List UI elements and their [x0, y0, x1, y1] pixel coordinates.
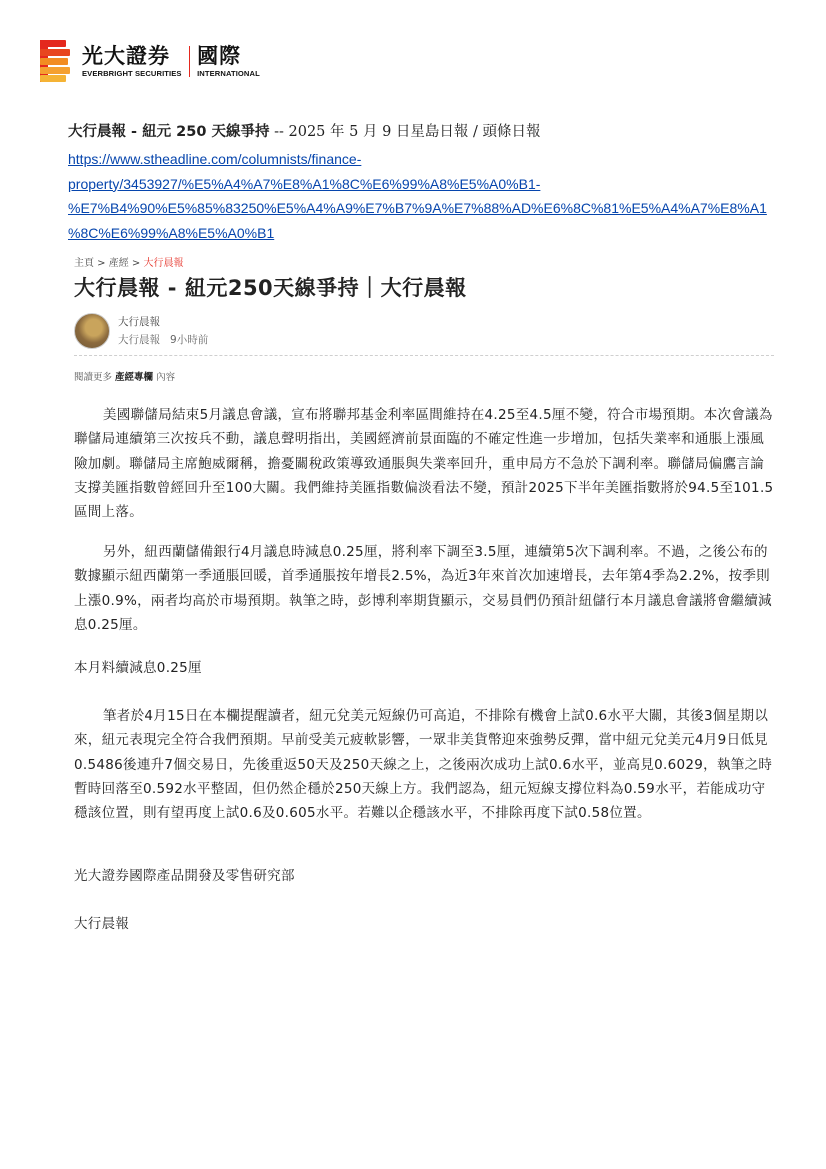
publish-time: 9小時前: [170, 334, 209, 346]
breadcrumb-separator: >: [128, 258, 144, 269]
article-paragraph: [74, 704, 774, 825]
article-paragraph: [74, 403, 774, 524]
source-link-line[interactable]: %E7%B4%90%E5%85%83250%E5%A4%A9%E7%B7%9A%E7%88%AD%E6%8C%81%E5%A4%A7%E8%A1: [68, 200, 767, 216]
column-name-text: 大行晨報: [74, 916, 130, 932]
paragraph-text: 筆者於4月15日在本欄提醒讀者，紐元兌美元短線仍可高追，不排除有機會上試0.6水平大關，其後3個星期以來，紐元表現完全符合我們預期。早前受美元疲軟影響，一眾非美貨幣迎來強勢反彈，當中紐元兌美元4月9日低見0.5486後連升7個交易日，先後重返50天及250天線之上，之後兩次成功上試0.6水平，並高見0.6029，執筆之時暫時回落至0.592水平整固，但仍然企穩於250天線上方。我們認為，紐元短線支撐位料為0.59水平，若能成功守穩該位置，則有望再度上試0.6及0.605水平。若難以企穩該水平，不排除再度下試0.58位置。: [74, 708, 773, 822]
document-title: [68, 122, 541, 142]
author-name[interactable]: 大行晨報: [118, 316, 160, 328]
article-title: 大行晨報 - 紐元250天線爭持｜大行晨報: [74, 276, 467, 300]
paragraph-text: 美國聯儲局結束5月議息會議，宣布將聯邦基金利率區間維持在4.25至4.5厘不變，符合市場預期。本次會議為聯儲局連續第三次按兵不動，議息聲明指出，美國經濟前景面臨的不確定性進一步增加，包括失業率和通脹上漲風險加劇。聯儲局主席鮑威爾稱，擔憂關稅政策導致通脹與失業率回升，重申局方不急於下調利率。聯儲局偏鷹言論支撐美匯指數曾經回升至100大關。我們維持美匯指數偏淡看法不變，預計2025下半年美匯指數將於94.5至101.5區間上落。: [74, 407, 774, 521]
company-logo: [40, 40, 260, 82]
logo-en-name: EVERBRIGHT SECURITIES: [82, 68, 182, 78]
article-paragraph: [74, 540, 774, 637]
logo-divider: [189, 46, 191, 77]
divider: [74, 355, 774, 356]
author-block: [74, 312, 208, 350]
avatar[interactable]: [74, 313, 110, 349]
source-link-line[interactable]: %8C%E6%99%A8%E5%A0%B1: [68, 224, 275, 241]
read-more: [74, 369, 175, 383]
breadcrumb: [74, 254, 184, 269]
breadcrumb-home[interactable]: 主頁: [74, 258, 94, 269]
breadcrumb-section[interactable]: 產經: [108, 258, 129, 269]
article-signature: [74, 864, 774, 888]
author-column[interactable]: 大行晨報: [118, 334, 160, 346]
breadcrumb-current[interactable]: 大行晨報: [143, 258, 184, 269]
breadcrumb-separator: >: [94, 258, 109, 269]
source-link-line[interactable]: https://www.stheadline.com/columnists/finance-: [68, 151, 362, 167]
logo-mark-icon: [40, 40, 72, 82]
source-link-line[interactable]: property/3453927/%E5%A4%A7%E8%A1%8C%E6%99%A8%E5%A0%B1-: [68, 175, 541, 192]
read-more-link[interactable]: 產經專欄: [115, 372, 154, 383]
read-more-suffix: 內容: [153, 372, 176, 383]
logo-en-intl: INTERNATIONAL: [197, 68, 260, 78]
signature-text: 光大證券國際產品開發及零售研究部: [74, 868, 295, 884]
document-title-main: 大行晨報 - 紐元 250 天線爭持: [68, 124, 270, 140]
logo-cn-intl: 國際: [197, 43, 242, 68]
paragraph-text: 另外，紐西蘭儲備銀行4月議息時減息0.25厘，將利率下調至3.5厘，連續第5次下調利率。不過，之後公布的數據顯示紐西蘭第一季通脹回暖，首季通脹按年增長2.5%，為近3年來首次加速增長，去年第4季為2.2%，按季則上漲0.9%，兩者均高於市場預期。執筆之時，彭博利率期貨顯示，交易員們仍預計紐儲行本月議息會議將會繼續減息0.25厘。: [74, 544, 772, 633]
source-link[interactable]: [68, 147, 778, 245]
article-column-name: [74, 912, 774, 936]
article-subheading: [74, 656, 774, 680]
read-more-prefix: 閱讀更多: [74, 372, 116, 383]
subheading-text: 本月料續減息0.25厘: [74, 660, 202, 676]
logo-cn-name: 光大證券: [82, 43, 170, 68]
document-title-source: -- 2025 年 5 月 9 日星島日報 / 頭條日報: [269, 124, 541, 140]
